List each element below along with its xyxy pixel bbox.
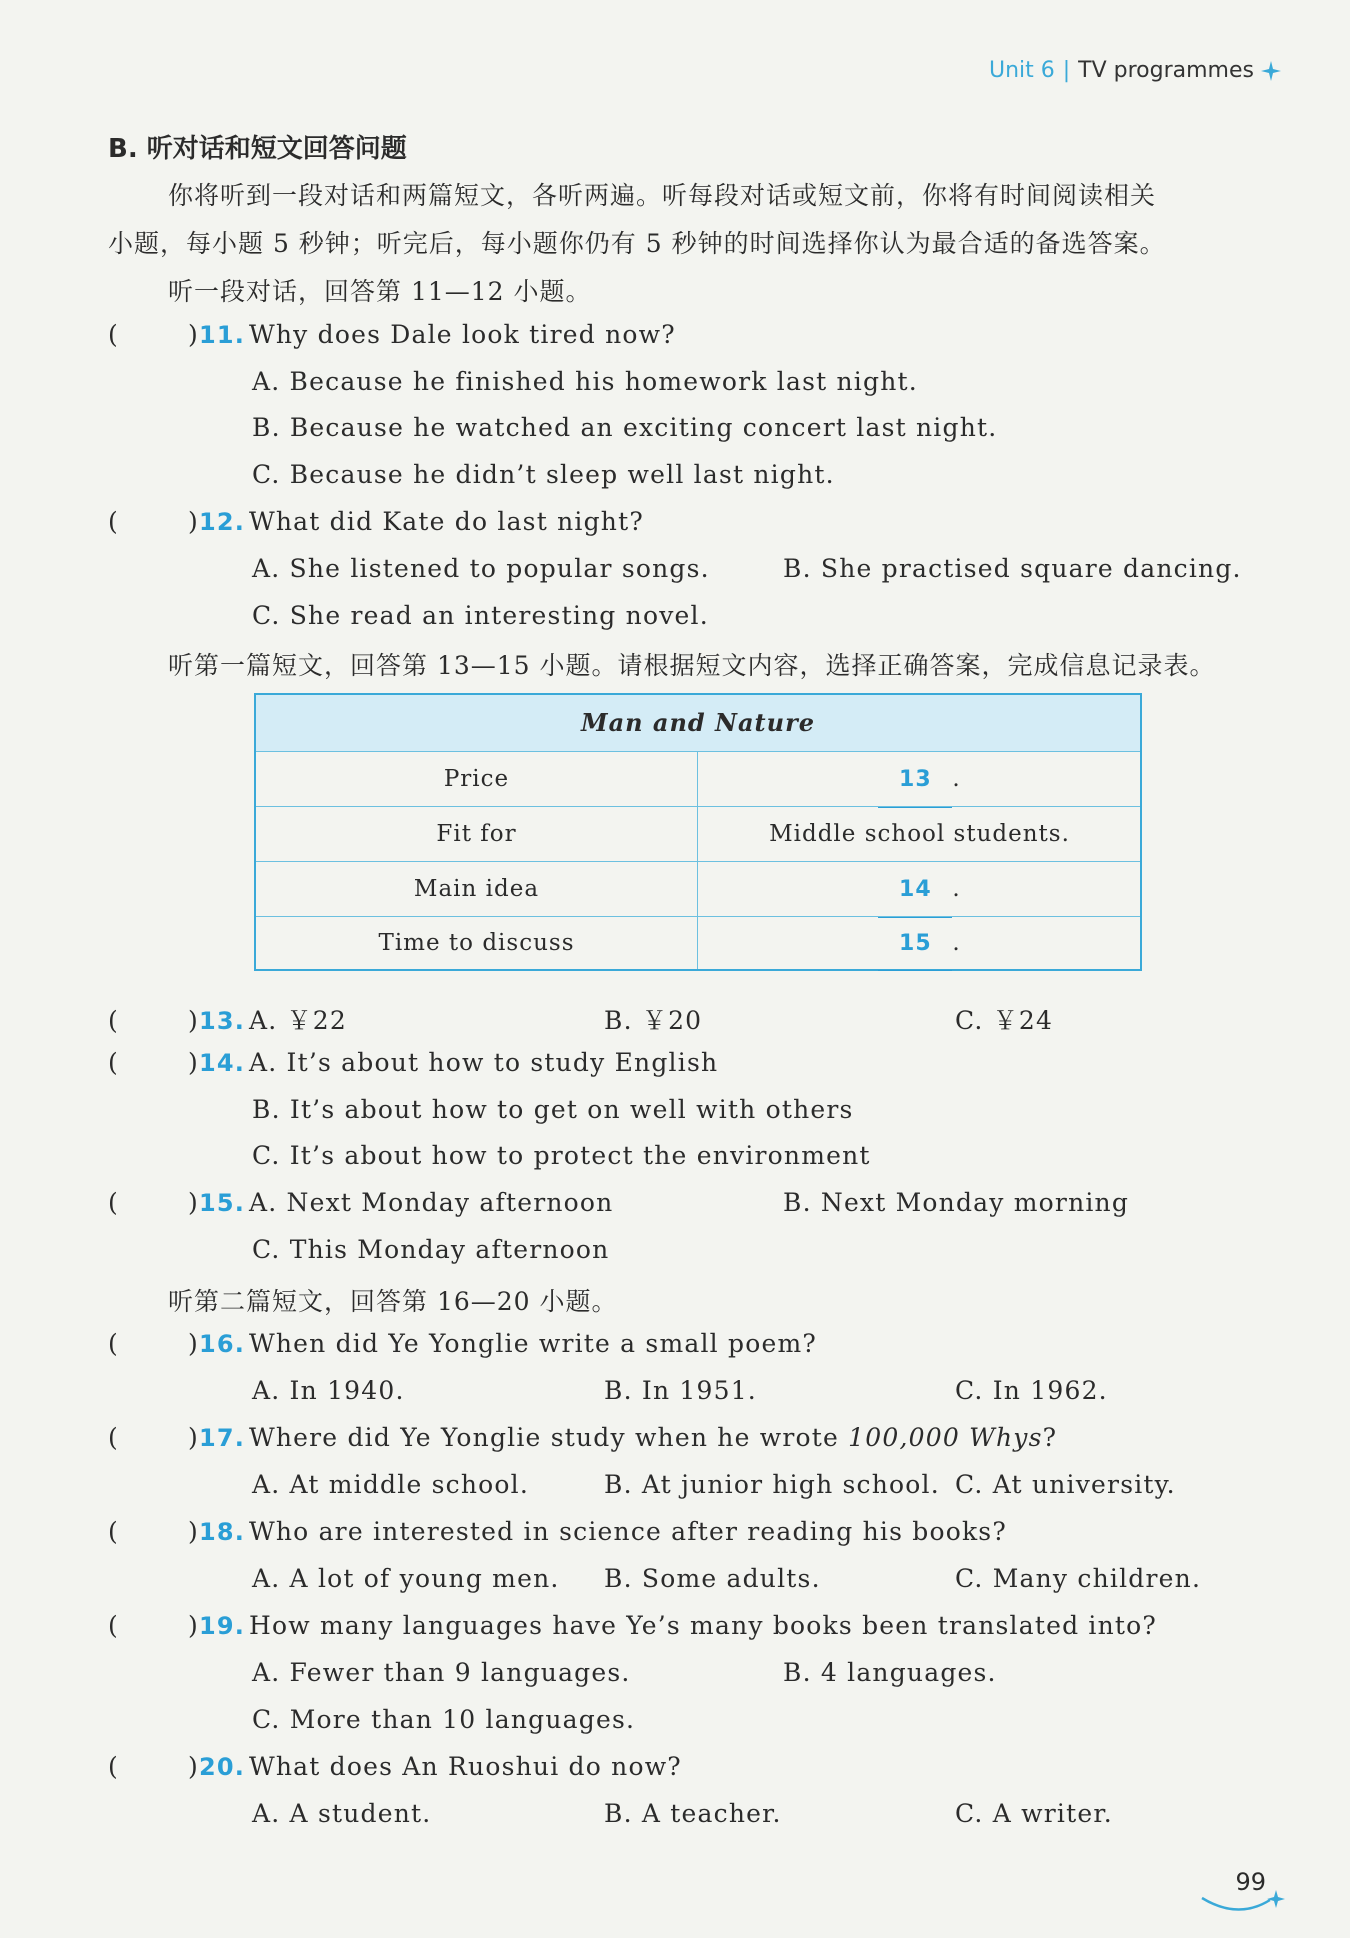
question-text: Where did Ye Yonglie study when he wrote	[248, 1423, 839, 1452]
option-a: A. It’s about how to study English	[248, 1048, 719, 1077]
answer-blank[interactable]: (	[108, 1423, 119, 1452]
option-c: C. It’s about how to protect the environment	[252, 1141, 871, 1170]
option-c: C. At university.	[955, 1470, 1176, 1499]
option-b: B. Some adults.	[604, 1564, 821, 1593]
question-15: ( )15. A. Next Monday afternoon	[108, 1188, 614, 1217]
row-label: Main idea	[413, 876, 540, 902]
option-c: C. This Monday afternoon	[252, 1235, 610, 1264]
question-text: When did Ye Yonglie write a small poem?	[248, 1329, 817, 1358]
unit-title: TV programmes	[1078, 58, 1254, 83]
answer-blank[interactable]: (	[108, 1006, 119, 1035]
question-number: 14.	[198, 1049, 246, 1077]
answer-blank[interactable]: (	[108, 1329, 119, 1358]
option-c: C. ￥24	[955, 1006, 1054, 1035]
option-b: B. She practised square dancing.	[783, 554, 1242, 583]
question-11: ( )11. Why does Dale look tired now?	[108, 320, 676, 349]
option-a: A. In 1940.	[252, 1376, 405, 1405]
text2-intro: 听第二篇短文，回答第 16—20 小题。	[168, 1287, 618, 1316]
answer-blank[interactable]: (	[108, 1752, 119, 1781]
table-row	[256, 751, 1140, 807]
option-b: B. ￥20	[604, 1006, 703, 1035]
question-20: ( )20. What does An Ruoshui do now?	[108, 1752, 682, 1781]
question-number: 12.	[198, 508, 246, 536]
option-a: A. She listened to popular songs.	[252, 554, 710, 583]
question-number: 20.	[198, 1753, 246, 1781]
question-number: 11.	[198, 321, 246, 349]
option-a: A. A lot of young men.	[252, 1564, 560, 1593]
answer-blank[interactable]: (	[108, 320, 119, 349]
page-header	[989, 58, 1282, 83]
question-14: ( )14. A. It’s about how to study English	[108, 1048, 719, 1077]
option-a: A. Because he finished his homework last night.	[252, 367, 918, 396]
option-c: C. More than 10 languages.	[252, 1705, 636, 1734]
dialog-intro: 听一段对话，回答第 11—12 小题。	[168, 277, 592, 306]
question-number: 13.	[198, 1007, 246, 1035]
answer-blank[interactable]: (	[108, 507, 119, 536]
answer-blank[interactable]: (	[108, 1611, 119, 1640]
option-b: B. Because he watched an exciting concert last night.	[252, 413, 998, 442]
row-label: Fit for	[436, 821, 517, 847]
option-a: A. At middle school.	[252, 1470, 529, 1499]
section-title: B. 听对话和短文回答问题	[108, 134, 407, 164]
option-c: C. In 1962.	[955, 1376, 1108, 1405]
table-row	[256, 806, 1140, 862]
option-c: C. Many children.	[955, 1564, 1202, 1593]
question-19: ( )19. How many languages have Ye’s many books been translated into?	[108, 1611, 1158, 1640]
option-a: A. Next Monday afternoon	[248, 1188, 614, 1217]
sparkle-icon	[1260, 60, 1282, 82]
text1-intro: 听第一篇短文，回答第 13—15 小题。请根据短文内容，选择正确答案，完成信息记录表。	[168, 651, 1216, 680]
question-number: 15.	[198, 1189, 246, 1217]
option-a: A. ￥22	[248, 1006, 347, 1035]
question-text: Who are interested in science after reading his books?	[248, 1517, 1007, 1546]
option-c: C. She read an interesting novel.	[252, 601, 709, 630]
answer-blank[interactable]: (	[108, 1517, 119, 1546]
question-13: ( )13. A. ￥22	[108, 1006, 347, 1035]
question-number: 16.	[198, 1330, 246, 1358]
question-text: Why does Dale look tired now?	[248, 320, 676, 349]
header-separator: |	[1062, 58, 1071, 83]
option-b: B. In 1951.	[604, 1376, 757, 1405]
row-value: 14 .	[699, 862, 1140, 918]
option-c: C. A writer.	[955, 1799, 1113, 1828]
question-text: What does An Ruoshui do now?	[248, 1752, 682, 1781]
row-value: Middle school students.	[769, 821, 1070, 847]
info-table	[254, 693, 1142, 971]
option-b: B. 4 languages.	[783, 1658, 997, 1687]
question-12: ( )12. What did Kate do last night?	[108, 507, 644, 536]
table-row	[256, 916, 1140, 970]
row-value: 15 .	[699, 917, 1140, 971]
page-number: 99	[1235, 1868, 1266, 1896]
instruction-line-2: 小题，每小题 5 秒钟；听完后，每小题你仍有 5 秒钟的时间选择你认为最合适的备选答案。	[108, 229, 1166, 258]
fill-blank-13[interactable]: 13	[878, 752, 952, 808]
question-16: ( )16. When did Ye Yonglie write a small poem?	[108, 1329, 817, 1358]
unit-label: Unit 6	[988, 58, 1055, 83]
option-b: B. Next Monday morning	[783, 1188, 1130, 1217]
option-b: B. At junior high school.	[604, 1470, 940, 1499]
question-number: 18.	[198, 1518, 246, 1546]
row-label: Price	[443, 766, 510, 792]
fill-blank-14[interactable]: 14	[878, 862, 952, 918]
book-title: 100,000 Whys	[848, 1423, 1043, 1452]
row-label: Time to discuss	[378, 930, 575, 956]
option-a: A. Fewer than 9 languages.	[252, 1658, 631, 1687]
fill-blank-15[interactable]: 15	[878, 917, 952, 971]
question-number: 17.	[198, 1424, 246, 1452]
answer-blank[interactable]: (	[108, 1188, 119, 1217]
option-c: C. Because he didn’t sleep well last night.	[252, 460, 835, 489]
answer-blank[interactable]: (	[108, 1048, 119, 1077]
instruction-line-1: 你将听到一段对话和两篇短文，各听两遍。听每段对话或短文前，你将有时间阅读相关	[168, 181, 1157, 210]
table-title: Man and Nature	[256, 695, 1140, 751]
question-17: ( )17. Where did Ye Yonglie study when he wrote 100,000 Whys?	[108, 1423, 1058, 1452]
swoosh-icon	[1198, 1880, 1288, 1916]
question-text: What did Kate do last night?	[248, 507, 644, 536]
question-number: 19.	[198, 1612, 246, 1640]
option-a: A. A student.	[252, 1799, 432, 1828]
option-b: B. A teacher.	[604, 1799, 782, 1828]
question-text: How many languages have Ye’s many books been translated into?	[248, 1611, 1158, 1640]
row-value: 13 .	[699, 752, 1140, 808]
table-row	[256, 861, 1140, 917]
option-b: B. It’s about how to get on well with others	[252, 1095, 854, 1124]
question-18: ( )18. Who are interested in science after reading his books?	[108, 1517, 1007, 1546]
